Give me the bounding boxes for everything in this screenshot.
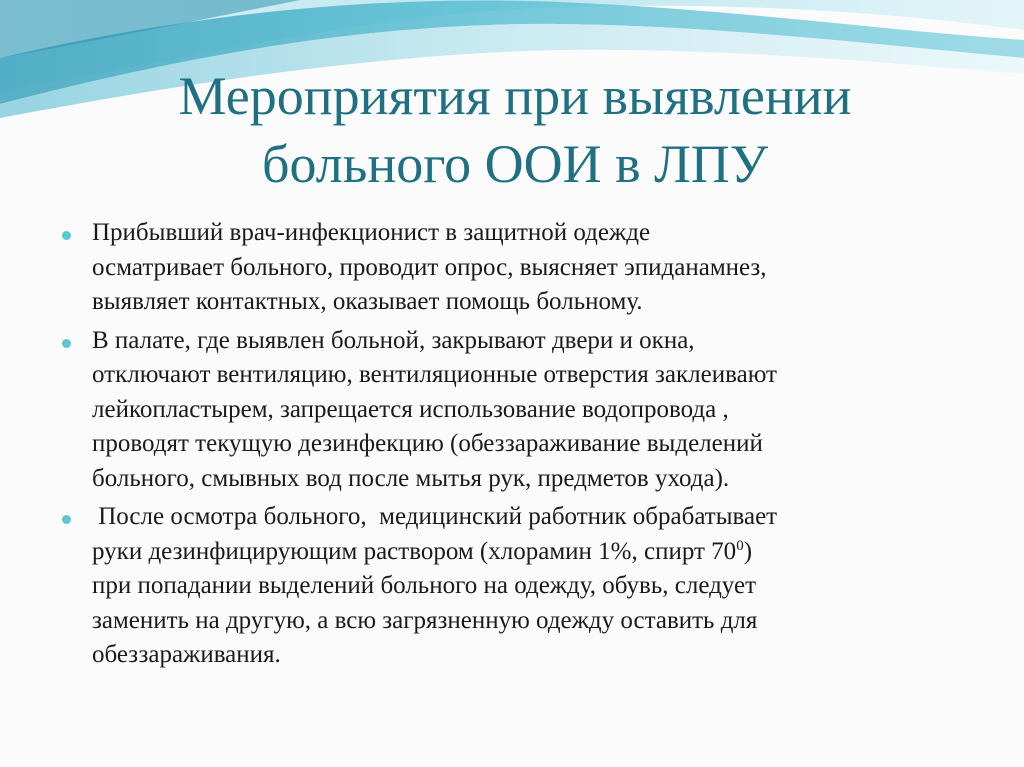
bullet-text-line: при попадании выделений больного на одежду, обувь, следует — [92, 572, 757, 599]
bullet-text-line: После осмотра больного, медицинский работник обрабатывает — [92, 503, 778, 530]
bullet-item — [62, 324, 982, 497]
bullet-text-line: отключают вентиляцию, вентиляционные отверстия заклеивают — [92, 361, 777, 388]
bullet-text-line: выявляет контактных, оказывает помощь больному. — [92, 288, 643, 315]
bullet-text-line: Прибывший врач-инфекционист в защитной одежде — [92, 219, 651, 246]
bullet-text-line: осматривает больного, проводит опрос, выясняет эпиданамнез, — [92, 253, 767, 281]
bullet-dot-icon — [62, 515, 71, 524]
title-line-2: больного ООИ в ЛПУ — [262, 134, 768, 194]
bullet-dot-icon — [62, 231, 71, 240]
bullet-list — [62, 216, 982, 677]
bullet-item — [62, 500, 982, 673]
slide-title — [70, 62, 960, 198]
bullet-text-line-with-superscript — [92, 535, 982, 570]
bullet-item — [62, 216, 982, 320]
bullet-text-line: В палате, где выявлен больной, закрывают двери и окна, — [92, 326, 695, 354]
bullet-text-line: лейкопластырем, запрещается использование водопровода , — [92, 395, 729, 423]
bullet-text-line: заменить на другую, а всю загрязненную одежду оставить для — [92, 606, 758, 634]
bullet-text-segment: ) — [743, 537, 753, 565]
bullet-text-line: больного, смывных вод после мытья рук, предметов ухода). — [92, 464, 730, 492]
title-line-1: Мероприятия при выявлении — [178, 66, 852, 126]
bullet-dot-icon — [62, 339, 71, 348]
bullet-text-segment: руки дезинфицирующим раствором (хлорамин 1%, спирт 70 — [92, 537, 737, 565]
bullet-text-line: проводят текущую дезинфекцию (обеззараживание выделений — [92, 430, 763, 457]
degree-superscript: 0 — [736, 537, 744, 554]
bullet-text-line: обеззараживания. — [92, 641, 281, 668]
